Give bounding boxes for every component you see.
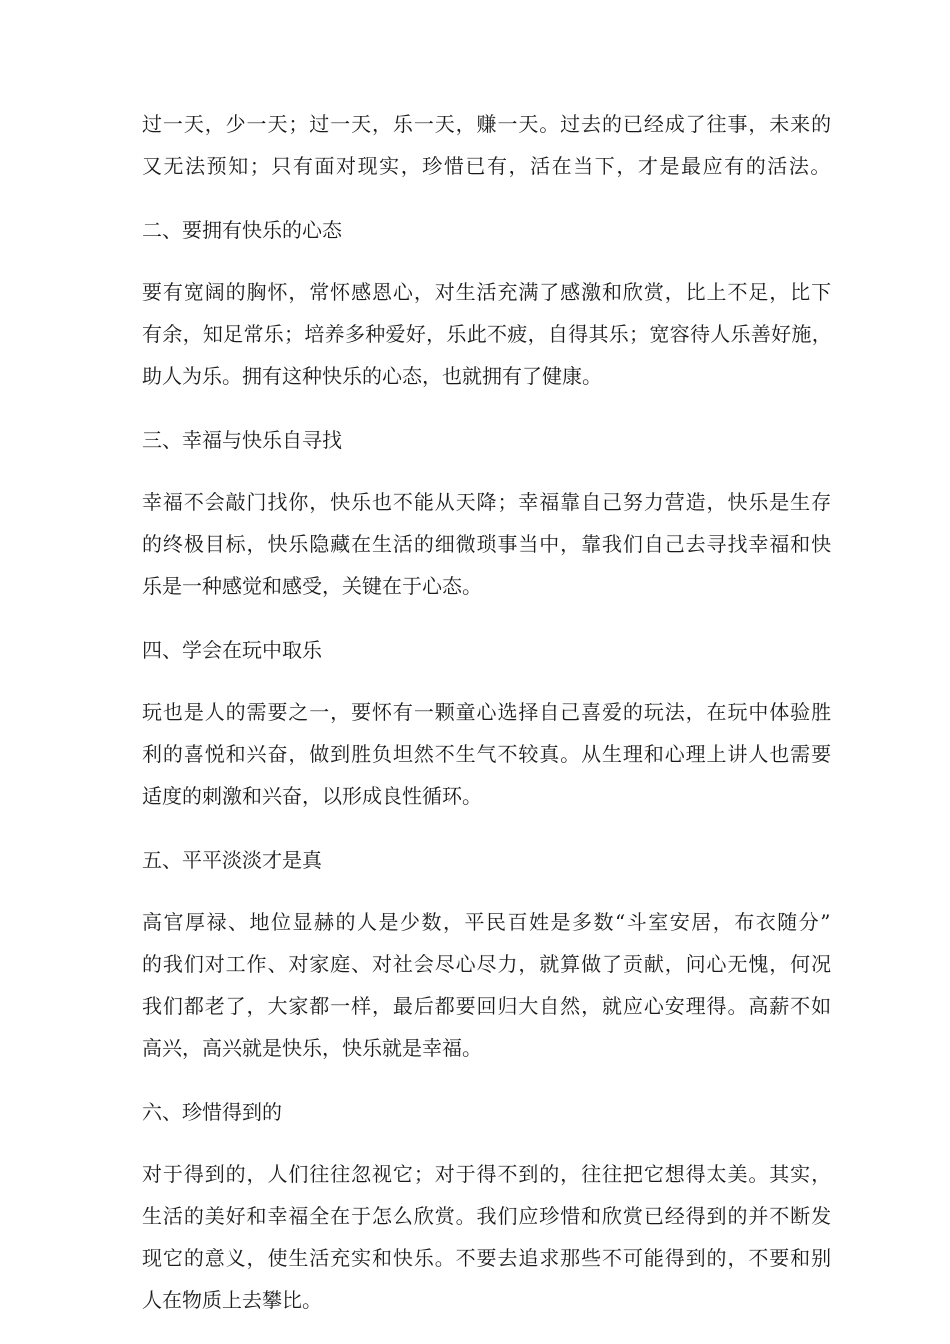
paragraph-line: 我们都老了，大家都一样，最后都要回归大自然，就应心安理得。高薪不如	[142, 994, 832, 1018]
section-heading: 四、学会在玩中取乐	[142, 638, 322, 662]
paragraph-line: 的终极目标，快乐隐藏在生活的细微琐事当中，靠我们自己去寻找幸福和快	[142, 532, 832, 556]
paragraph-line: 的我们对工作、对家庭、对社会尽心尽力，就算做了贡献，问心无愧，何况	[142, 952, 832, 976]
paragraph-line: 要有宽阔的胸怀，常怀感恩心，对生活充满了感激和欣赏，比上不足，比下	[142, 280, 832, 304]
paragraph-line: 又无法预知；只有面对现实，珍惜已有，活在当下，才是最应有的活法。	[142, 154, 832, 178]
paragraph-line: 人在物质上去攀比。	[142, 1288, 322, 1312]
body-paragraph	[142, 1153, 832, 1321]
paragraph-line: 过一天，少一天；过一天，乐一天，赚一天。过去的已经成了往事，未来的	[142, 112, 832, 136]
paragraph-line: 高官厚禄、地位显赫的人是少数，平民百姓是多数“斗室安居，布衣随分”	[142, 910, 832, 934]
body-paragraph	[142, 271, 832, 397]
paragraph-line: 幸福不会敲门找你，快乐也不能从天降；幸福靠自己努力营造，快乐是生存	[142, 490, 832, 514]
paragraph-line: 适度的刺激和兴奋，以形成良性循环。	[142, 784, 482, 808]
paragraph-line: 助人为乐。拥有这种快乐的心态，也就拥有了健康。	[142, 364, 602, 388]
section-heading: 六、珍惜得到的	[142, 1100, 282, 1124]
section-heading: 三、幸福与快乐自寻找	[142, 428, 342, 452]
body-paragraph	[142, 901, 832, 1069]
section-heading: 二、要拥有快乐的心态	[142, 218, 342, 242]
paragraph-line: 乐是一种感觉和感受，关键在于心态。	[142, 574, 482, 598]
section-heading: 五、平平淡淡才是真	[142, 848, 322, 872]
document-page	[142, 103, 832, 1343]
body-paragraph	[142, 691, 832, 817]
body-paragraph	[142, 481, 832, 607]
paragraph-line: 利的喜悦和兴奋，做到胜负坦然不生气不较真。从生理和心理上讲人也需要	[142, 742, 832, 766]
paragraph-line: 玩也是人的需要之一，要怀有一颗童心选择自己喜爱的玩法，在玩中体验胜	[142, 700, 832, 724]
paragraph-line: 生活的美好和幸福全在于怎么欣赏。我们应珍惜和欣赏已经得到的并不断发	[142, 1204, 832, 1228]
paragraph-line: 有余，知足常乐；培养多种爱好，乐此不疲，自得其乐；宽容待人乐善好施，	[142, 322, 832, 346]
paragraph-line: 高兴，高兴就是快乐，快乐就是幸福。	[142, 1036, 482, 1060]
paragraph-line: 对于得到的，人们往往忽视它；对于得不到的，往往把它想得太美。其实，	[142, 1162, 832, 1186]
body-paragraph	[142, 103, 832, 187]
paragraph-line: 现它的意义，使生活充实和快乐。不要去追求那些不可能得到的，不要和别	[142, 1246, 832, 1270]
